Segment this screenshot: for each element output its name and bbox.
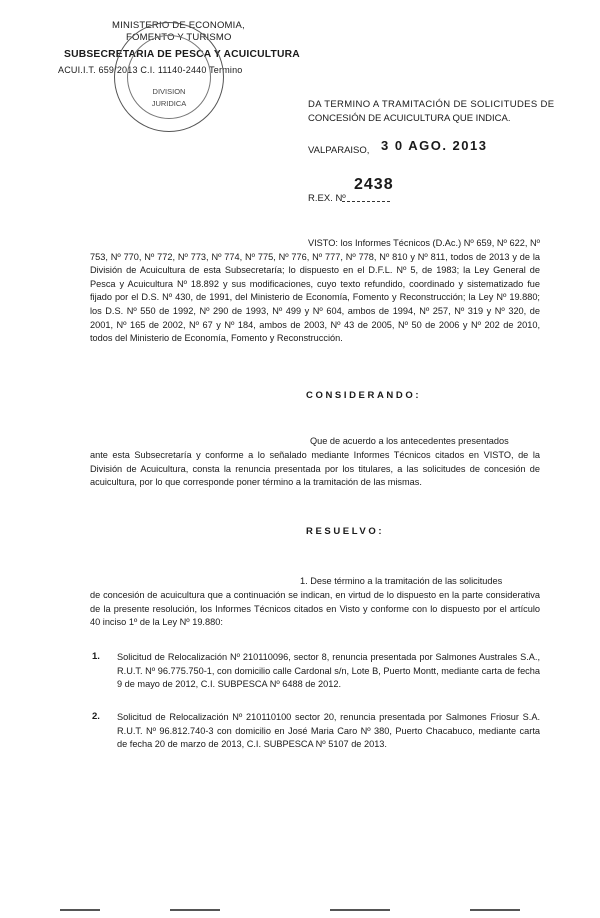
resuelvo-paragraph: de concesión de acuicultura que a continuación se indican, en virtud de lo dispuesto en la parte considerativa de la presente resolución, los Informes Técnicos citados en Visto y conforme con lo dispuesto por el artículo 40 inciso 1º de la Ley Nº 19.880: — [90, 590, 540, 628]
scan-mark — [60, 909, 100, 911]
subject-line-1: DA TERMINO A TRAMITACIÓN DE SOLICITUDES DE — [308, 99, 555, 110]
scan-mark — [470, 909, 520, 911]
scan-mark — [330, 909, 390, 911]
subject-line-2: CONCESIÓN DE ACUICULTURA QUE INDICA. — [308, 113, 511, 124]
list-item: Solicitud de Relocalización Nº 210110096, sector 8, renuncia presentada por Salmones Australes S.A., R.U.T. Nº 96.775.750-1, con domicilio calle Cardonal s/n, Lote B, Puerto Montt, mediante carta de fecha 9 de mayo de 2012, C.I. SUBPESCA Nº 6488 de 2012. — [117, 652, 540, 690]
considerando-paragraph: ante esta Subsecretaría y conforme a lo señalado mediante Informes Técnicos citados en VISTO, de la División de Acuicultura, consta la renuncia presentada por los titulares, a las solicitudes de concesión de acuicultura, por lo que corresponde poner término a la tramitación de las mismas. — [90, 450, 540, 488]
considerando-first-line: Que de acuerdo a los antecedentes presentados — [310, 436, 509, 446]
seal-juridica-label: JURIDICA — [151, 99, 187, 108]
item-number: 1. — [92, 651, 100, 662]
resolution-date: 3 0 AGO. 2013 — [381, 138, 488, 153]
ministry-subtitle: FOMENTO Y TURISMO — [126, 32, 232, 43]
resolution-number-line — [342, 201, 390, 202]
resuelvo-first-line: 1. Dese término a la tramitación de las solicitudes — [300, 576, 503, 586]
file-reference: ACUI.I.T. 659/2013 C.I. 11140-2440 Termino — [58, 65, 243, 75]
seal-division-label: DIVISION — [152, 87, 186, 96]
item-number: 2. — [92, 711, 100, 722]
resolution-number: 2438 — [354, 176, 394, 193]
visto-paragraph: VISTO: los Informes Técnicos (D.Ac.) Nº 659, Nº 622, Nº 753, Nº 770, Nº 772, Nº 773, Nº 774, Nº 775, Nº 776, Nº 777, Nº 778, Nº 810 y Nº 811, todos de 2013 y de la División de Acuicultura de esta Subsecretaría; lo dispuesto en el D.F.L. Nº 5, de 1983; la Ley General de Pesca y Acuicultura Nº 18.892 y sus modificaciones, cuyo texto refundido, coordinado y sistematizado fue fijado por el D.S. Nº 430, de 1991, del Ministerio de Economía, Fomento y Reconstrucción; la Ley Nº 19.880; los D.S. Nº 550 de 1992, Nº 290 de 1993, Nº 499 y Nº 604, ambos de 1994, Nº 257, Nº 319 y Nº 320, de 2001, Nº 165 de 2002, Nº 67 y Nº 184, ambos de 2003, Nº 43 de 2005, Nº 50 de 2006 y Nº 202 de 2010, todos del Ministerio de Economía, Fomento y Reconstrucción. — [90, 238, 540, 344]
place-label: VALPARAISO, — [308, 145, 370, 156]
resuelvo-heading: RESUELVO: — [306, 526, 385, 537]
considerando-heading: CONSIDERANDO: — [306, 390, 422, 401]
official-seal — [114, 22, 224, 132]
scan-mark — [170, 909, 220, 911]
resolution-number-label: R.EX. Nº — [308, 193, 346, 204]
list-item: Solicitud de Relocalización Nº 210110100 sector 20, renuncia presentada por Salmones Friosur S.A. R.U.T. Nº 96.812.740-3 con domicilio en José Maria Caro Nº 380, Puerto Chacabuco, mediante carta de fecha 20 de marzo de 2013, C.I. SUBPESCA Nº 5107 de 2013. — [117, 712, 540, 750]
subsecretaria-name: SUBSECRETARIA DE PESCA Y ACUICULTURA — [64, 49, 300, 60]
ministry-name: MINISTERIO DE ECONOMIA, — [112, 20, 245, 31]
